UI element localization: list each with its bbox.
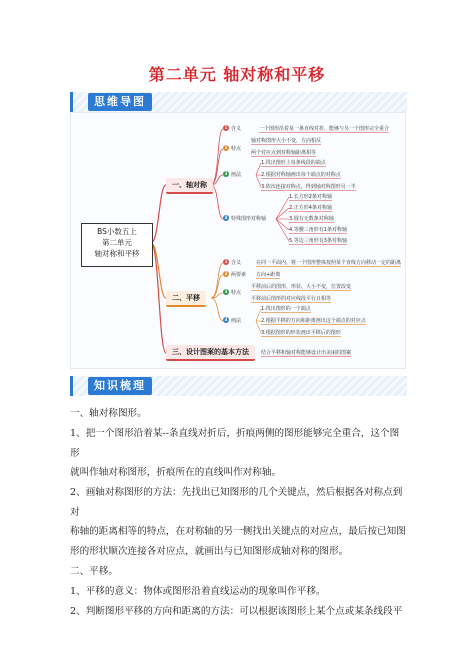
- body-line: 1、平移的意义：物体或图形沿着直线运动的现象叫作平移。: [70, 586, 326, 597]
- body-line: 称轴的距离相等的特点，在对称轴的另一侧找出关键点的对应点，最后按已知图: [70, 526, 406, 537]
- body-line: 2、判断图形平移的方向和距离的方法：可以根据该图形上某个点或某条线段平: [70, 606, 403, 617]
- leaf-text: 3.圆有无数条对称轴: [289, 216, 334, 222]
- node-method: 画法: [231, 318, 242, 324]
- number-4-icon: 4: [224, 317, 228, 322]
- body-line: 对: [70, 507, 80, 518]
- mind-map-root: [81, 223, 153, 267]
- leaf-text: 1.找出图形的一个端点: [261, 306, 311, 312]
- leaf-text: 一个图形沿着某一条直线对折，能够与另一个图形完全重合: [259, 126, 390, 132]
- body-line: 1、把一个图形沿着某--条直线对折后，折痕两侧的图形能够完全重合，这个图: [70, 428, 400, 439]
- leaf-text: 1.长方形2条对称轴: [289, 194, 332, 200]
- leaf-text: 方向+距离: [256, 272, 281, 278]
- branch-axial-symmetry: 一、轴对称: [166, 178, 213, 194]
- branch-translation: 二、平移: [166, 291, 206, 307]
- leaf-text: 两个对应点到对称轴距离相等: [251, 150, 317, 156]
- body-line: 二、平移。: [70, 566, 118, 577]
- leaf-text: 3.依次连接对称点，得到轴对称图形另一半: [261, 184, 356, 190]
- node-features: 特点: [231, 290, 242, 296]
- number-4-icon: 4: [224, 215, 228, 220]
- body-line: 就叫作轴对称图形，折痕所在的直线叫作对称轴。: [70, 467, 282, 478]
- root-line: 第二单元: [102, 238, 132, 247]
- root-line: 轴对称和平移: [94, 249, 140, 258]
- mind-map: [70, 112, 406, 369]
- node-meaning: 含义: [231, 126, 242, 132]
- node-features: 特点: [231, 146, 242, 152]
- banner-knowledge-label: 知识梳理: [88, 377, 152, 395]
- leaf-text: 在同一平面内，将一个图形整体按照某个直线方向移动一定的距离: [256, 260, 402, 266]
- leaf-text: 轴对称图形大小不变，方向相反: [251, 138, 322, 144]
- leaf-text: 2.根据平移的方向和距离画出这个端点的对应点: [261, 318, 366, 324]
- leaf-text: 3.根据图形的形状画出平移后的图形: [261, 330, 341, 336]
- leaf-text: 2.根据对称轴画出每个端点的对称点: [261, 172, 341, 178]
- root-line: BS小数五上: [97, 227, 137, 236]
- number-1-icon: 1: [224, 259, 228, 264]
- node-meaning: 含义: [231, 260, 242, 266]
- body-line: 2、画轴对称图形的方法：先找出已知图形的几个关键点，然后根据各对称点到: [70, 487, 403, 498]
- leaf-text: 平移前后的图形，形状、大小不变，位置改变: [251, 284, 352, 290]
- number-3-icon: 3: [224, 171, 228, 176]
- body-line: 形的形状顺次连接各对应点，就画出与已知图形成轴对称的图形。: [70, 546, 349, 557]
- body-line: 一、轴对称图形。: [70, 408, 147, 419]
- leaf-text: 4.等腰三角形有1条对称轴: [289, 227, 347, 233]
- leaf-text: 平移前后图形的对应线段平行且相等: [251, 296, 332, 302]
- number-3-icon: 3: [224, 289, 228, 294]
- number-2-icon: 2: [224, 271, 228, 276]
- leaf-text: 结合平移和轴对称能够设计出美丽的图案: [261, 350, 352, 356]
- leaf-text: 2.正方形4条对称轴: [289, 205, 332, 211]
- leaf-text: 1.找出图形上每条线段的端点: [261, 160, 326, 166]
- banner-mindmap-label: 思维导图: [88, 93, 152, 111]
- number-2-icon: 2: [224, 145, 228, 150]
- body-line: 形: [70, 448, 80, 459]
- node-elements: 两要素: [231, 272, 247, 278]
- leaf-text: 5.等边三角形有3条对称轴: [289, 238, 347, 244]
- branch-pattern-design: 三、设计图案的基本方法: [166, 345, 255, 361]
- node-method: 画法: [231, 172, 242, 178]
- node-special: 特殊图形对称轴: [231, 216, 267, 222]
- page-title: 第二单元 轴对称和平移: [148, 65, 326, 84]
- number-1-icon: 1: [224, 125, 228, 130]
